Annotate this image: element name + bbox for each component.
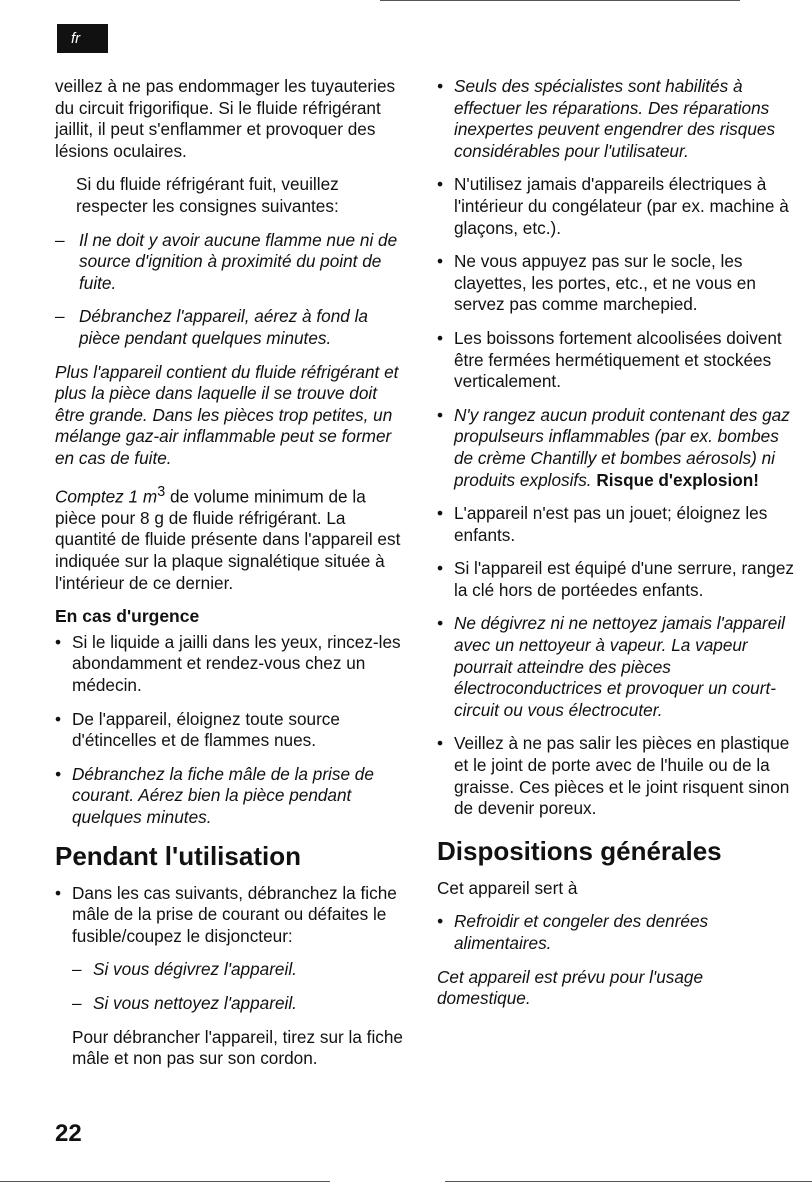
usage-sub-item: – Si vous nettoyez l'appareil. <box>55 993 405 1015</box>
bottom-rule <box>0 1181 330 1182</box>
volume-paragraph <box>55 482 405 595</box>
left-column <box>55 76 405 1082</box>
leak-intro: Si du fluide réfrigérant fuit, veuillez respecter les consignes suivantes: <box>76 174 339 216</box>
safety-item: • Veillez à ne pas salir les pièces en plastique et le joint de porte avec de l'huile ou de la graisse. Ces pièces et le joint risquent sinon de devenir poreux. <box>437 733 799 819</box>
bottom-rule <box>445 1181 812 1182</box>
volume-text-start: Comptez 1 m <box>55 486 158 507</box>
safety-item: • Seuls des spécialistes sont habilités à effectuer les réparations. Des réparations inexpertes peuvent engendrer des risques considérables pour l'utilisateur. <box>437 76 799 162</box>
emergency-heading: En cas d'urgence <box>55 606 200 627</box>
language-badge: fr <box>57 24 108 53</box>
usage-bullet: • Dans les cas suivants, débranchez la fiche mâle de la prise de courant ou défaites le fusible/coupez le disjoncteur: <box>55 883 405 948</box>
safety-item: • Ne dégivrez ni ne nettoyez jamais l'appareil avec un nettoyeur à vapeur. La vapeur pourrait atteindre des pièces électroconductrices et provoquer un court-circuit ou vous électrocuter. <box>437 613 799 721</box>
general-heading: Dispositions générales <box>437 835 722 866</box>
general-bullet: • Refroidir et congeler des denrées alimentaires. <box>437 911 799 954</box>
top-rule <box>380 0 740 1</box>
room-paragraph: Plus l'appareil contient du fluide réfrigérant et plus la pièce dans laquelle il se trouve doit être grande. Dans les pièces trop petites, un mélange gaz-air inflammable peut se former en cas de fuite. <box>55 361 399 468</box>
safety-item <box>437 405 799 491</box>
usage-sub-item: – Si vous dégivrez l'appareil. <box>55 959 405 981</box>
safety-item-text: N'y rangez aucun produit contenant des gaz propulseurs inflammables (par ex. bombes de crème Chantilly et bombes aérosols) ni produits explosifs. <box>454 404 790 490</box>
explosion-warning: Risque d'explosion! <box>596 469 759 490</box>
safety-item: • N'utilisez jamais d'appareils électriques à l'intérieur du congélateur (par ex. machine à glaçons, etc.). <box>437 174 799 239</box>
usage-heading: Pendant l'utilisation <box>55 840 301 871</box>
emergency-item: • Débranchez la fiche mâle de la prise de courant. Aérez bien la pièce pendant quelques minutes. <box>55 764 405 829</box>
leak-item: – Débranchez l'appareil, aérez à fond la pièce pendant quelques minutes. <box>55 306 405 349</box>
emergency-item: • De l'appareil, éloignez toute source d'étincelles et de flammes nues. <box>55 709 405 752</box>
safety-item: • Ne vous appuyez pas sur le socle, les clayettes, les portes, etc., et ne vous en servez pas comme marchepied. <box>437 251 799 316</box>
right-column <box>437 76 799 1022</box>
unplug-note: Pour débrancher l'appareil, tirez sur la fiche mâle et non pas sur son cordon. <box>72 1026 403 1069</box>
emergency-item: • Si le liquide a jailli dans les yeux, rincez-les abondamment et rendez-vous chez un médecin. <box>55 632 405 697</box>
page-number: 22 <box>55 1120 82 1147</box>
safety-item: • L'appareil n'est pas un jouet; éloignez les enfants. <box>437 503 799 546</box>
safety-item: • Les boissons fortement alcoolisées doivent être fermées hermétiquement et stockées verticalement. <box>437 328 799 393</box>
volume-text-end: de volume minimum de la pièce pour 8 g de fluide réfrigérant. La quantité de fluide présente dans l'appareil est indiquée sur la plaque signalétique située à l'intérieur de ce dernier. <box>55 486 401 593</box>
general-intro: Cet appareil sert à <box>437 877 578 898</box>
domestic-note: Cet appareil est prévu pour l'usage domestique. <box>437 966 704 1009</box>
safety-item: • Si l'appareil est équipé d'une serrure, rangez la clé hors de portéedes enfants. <box>437 558 799 601</box>
leak-item: – Il ne doit y avoir aucune flamme nue ni de source d'ignition à proximité du point de fuite. <box>55 230 405 295</box>
intro-paragraph: veillez à ne pas endommager les tuyauteries du circuit frigorifique. Si le fluide réfrigérant jaillit, il peut s'enflammer et provoquer des lésions oculaires. <box>55 76 396 161</box>
volume-superscript: 3 <box>157 483 166 500</box>
